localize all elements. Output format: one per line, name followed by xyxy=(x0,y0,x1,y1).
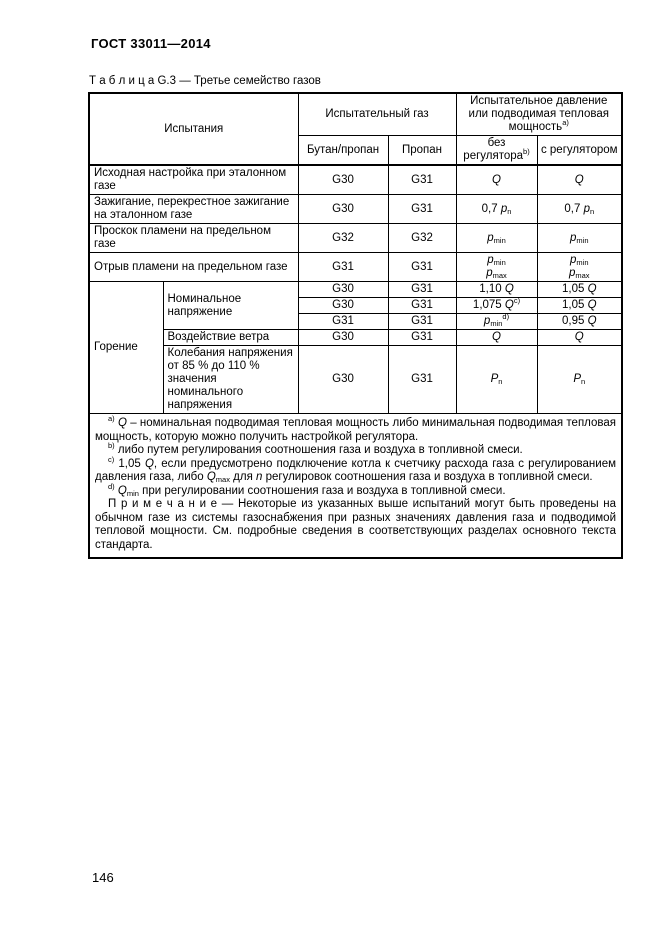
no-regulator-cell: $p_{min}$ $p_{max}$ xyxy=(456,253,537,282)
with-regulator-cell: 1,05 Q xyxy=(537,282,622,298)
footnotes-row xyxy=(89,414,622,559)
propane-cell: G32 xyxy=(388,224,456,253)
table-row xyxy=(89,165,622,195)
table-note: П р и м е ч а н и е — Некоторые из указанных выше испытаний могут быть проведены на обычном газе из системы газоснабжения при разных значениях давления газа и подводимой тепловой мощности. См. подробные сведения в соответствующих разделах основного текста стандарта. xyxy=(95,498,617,551)
table-row xyxy=(89,253,622,282)
no-regulator-cell: 0,7 $p_n$ xyxy=(456,195,537,224)
page-number: 146 xyxy=(92,870,114,885)
butane-cell: G30 xyxy=(298,330,388,346)
col-header-test-gas: Испытательный газ xyxy=(298,93,456,136)
butane-cell: G31 xyxy=(298,314,388,330)
footnote-c: $^{c)}$ 1,05 Q, если предусмотрено подключение котла к счетчику расхода газа с регулированием давления газа, либо $Q_{max}$ для n регулировок соотношения газа и воздуха в топливной смеси. xyxy=(95,454,617,484)
no-regulator-cell: 1,075 $Q^{c)}$ xyxy=(456,298,537,314)
table-row xyxy=(89,224,622,253)
test-name-cell: Зажигание, перекрестное зажигание на эталонном газе xyxy=(89,195,298,224)
combustion-group-cell: Горение xyxy=(89,282,163,414)
col-header-pressure: Испытательное давление или подводимая тепловая мощность$^{a)}$ xyxy=(456,93,622,136)
test-name-cell: Проскок пламени на предельном газе xyxy=(89,224,298,253)
no-regulator-cell: 1,10 Q xyxy=(456,282,537,298)
with-regulator-cell: 0,7 $p_n$ xyxy=(537,195,622,224)
propane-cell: G31 xyxy=(388,253,456,282)
propane-cell: G31 xyxy=(388,314,456,330)
butane-cell: G31 xyxy=(298,253,388,282)
table-row xyxy=(89,195,622,224)
table-row xyxy=(89,282,622,298)
test-name-cell: Отрыв пламени на предельном газе xyxy=(89,253,298,282)
with-regulator-cell: 1,05 Q xyxy=(537,298,622,314)
no-regulator-cell: $P_n$ xyxy=(456,346,537,414)
col-header-tests: Испытания xyxy=(89,93,298,165)
no-regulator-cell: Q xyxy=(456,330,537,346)
with-regulator-cell: $P_n$ xyxy=(537,346,622,414)
subtest-name-cell: Воздействие ветра xyxy=(163,330,298,346)
propane-cell: G31 xyxy=(388,346,456,414)
propane-cell: G31 xyxy=(388,282,456,298)
with-regulator-cell: 0,95 Q xyxy=(537,314,622,330)
table-row xyxy=(89,330,622,346)
table-row xyxy=(89,346,622,414)
with-regulator-cell: $p_{min}$ xyxy=(537,224,622,253)
footnote-d: $^{d)}$ $Q_{min}$ при регулировании соотношения газа и воздуха в топливной смеси. xyxy=(108,481,506,498)
with-regulator-cell: $p_{min}$ $p_{max}$ xyxy=(537,253,622,282)
footnotes-cell xyxy=(89,414,622,559)
butane-cell: G30 xyxy=(298,195,388,224)
table-caption: Т а б л и ц а G.3 — Третье семейство газов xyxy=(89,75,321,87)
no-regulator-cell: $p_{min}$ xyxy=(456,224,537,253)
subtest-name-cell: Колебания напряжения от 85 % до 110 % значения номинального напряжения xyxy=(163,346,298,414)
propane-cell: G31 xyxy=(388,298,456,314)
no-regulator-cell: $p_{min}^{d)}$ xyxy=(456,314,537,330)
col-header-no-regulator: без регулятора$^{b)}$ xyxy=(456,136,537,166)
no-regulator-cell: Q xyxy=(456,165,537,195)
propane-cell: G31 xyxy=(388,165,456,195)
footnote-b: $^{b)}$ либо путем регулирования соотношения газа и воздуха в топливной смеси. xyxy=(108,441,523,456)
butane-cell: G30 xyxy=(298,346,388,414)
with-regulator-cell: Q xyxy=(537,165,622,195)
header-row-1 xyxy=(89,93,622,136)
butane-cell: G30 xyxy=(298,165,388,195)
document-code: ГОСТ 33011—2014 xyxy=(91,36,211,51)
col-header-with-regulator: с регулятором xyxy=(537,136,622,166)
with-regulator-cell: Q xyxy=(537,330,622,346)
test-name-cell: Исходная настройка при эталонном газе xyxy=(89,165,298,195)
col-header-butane-propane: Бутан/пропан xyxy=(298,136,388,166)
propane-cell: G31 xyxy=(388,195,456,224)
butane-cell: G32 xyxy=(298,224,388,253)
col-header-propane: Пропан xyxy=(388,136,456,166)
butane-cell: G30 xyxy=(298,298,388,314)
propane-cell: G31 xyxy=(388,330,456,346)
butane-cell: G30 xyxy=(298,282,388,298)
subtest-name-cell: Номинальное напряжение xyxy=(163,282,298,330)
footnote-a: $^{a)}$ Q – номинальная подводимая тепловая мощность либо минимальная подводимая тепловая мощность, которую можно получить настройкой регулятора. xyxy=(95,414,617,443)
gas-test-table xyxy=(88,92,623,559)
